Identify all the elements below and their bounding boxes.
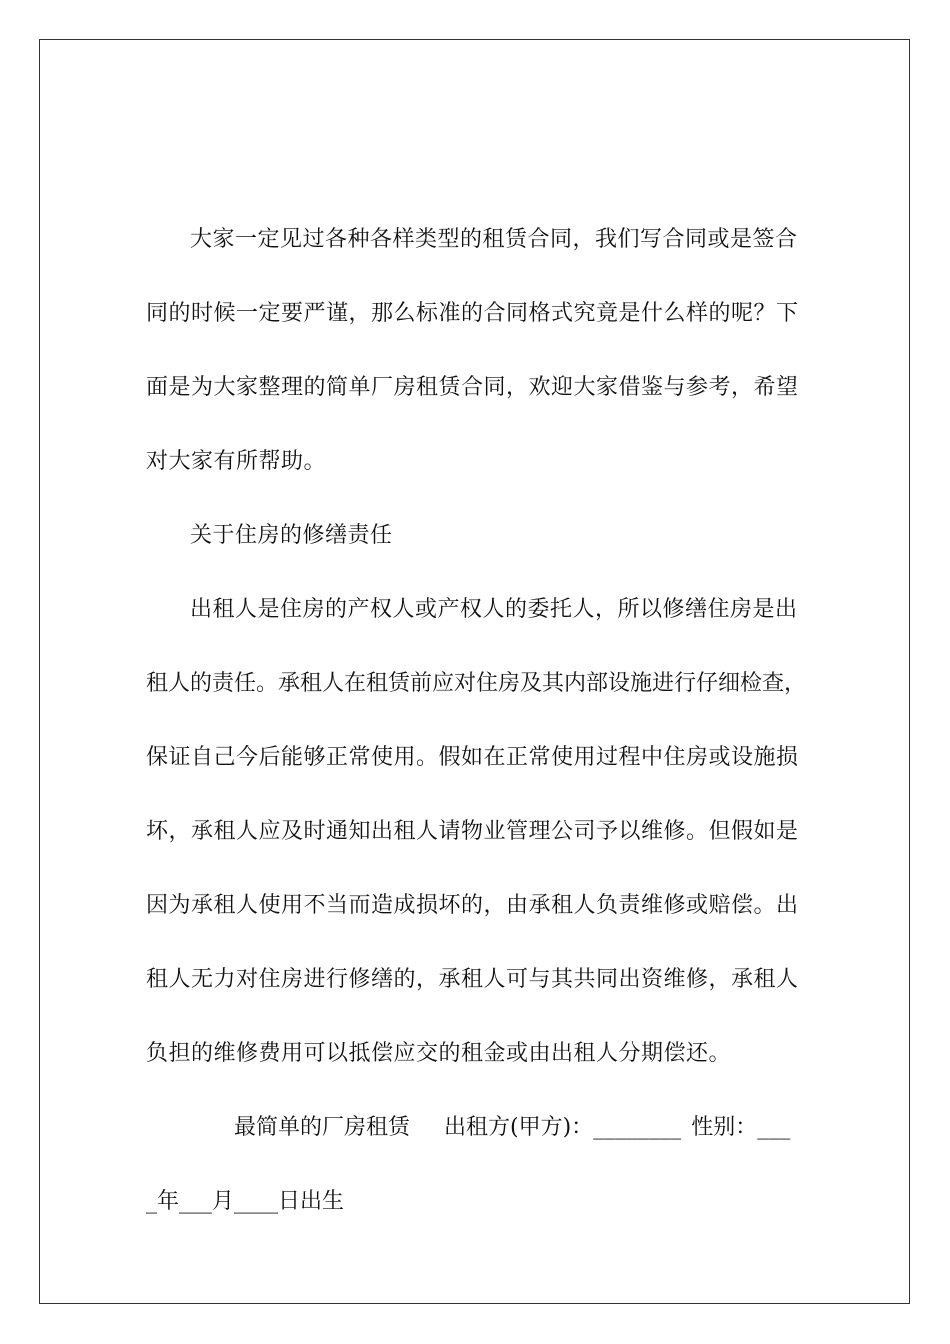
birth-date-field: _年___月____日出生 bbox=[146, 1189, 345, 1214]
body-line: 出租人是住房的产权人或产权人的委托人，所以修缮住房是出 bbox=[190, 597, 798, 622]
body-line: 因为承租人使用不当而造成损坏的，由承租人负责维修或赔偿。出 bbox=[146, 893, 799, 918]
intro-line: 大家一定见过各种各样类型的租赁合同，我们写合同或是签合 bbox=[190, 227, 798, 252]
document-body bbox=[146, 203, 807, 1239]
form-header-line bbox=[146, 1091, 802, 1165]
intro-line: 面是为大家整理的简单厂房租赁合同，欢迎大家借鉴与参考，希望 bbox=[146, 375, 799, 400]
body-line: 租人无力对住房进行修缮的，承租人可与其共同出资维修，承租人 bbox=[146, 967, 799, 992]
gender-field: 性别：___ bbox=[691, 1115, 791, 1140]
body-line: 坏，承租人应及时通知出租人请物业管理公司予以维修。但假如是 bbox=[146, 819, 799, 844]
intro-line: 对大家有所帮助。 bbox=[146, 449, 327, 474]
section-heading: 关于住房的修缮责任 bbox=[190, 523, 393, 548]
body-line: 租人的责任。承租人在租赁前应对住房及其内部设施进行仔细检查， bbox=[146, 671, 807, 696]
body-paragraph bbox=[146, 573, 807, 1091]
form-title: 最简单的厂房租赁 bbox=[234, 1115, 411, 1140]
body-line: 负担的维修费用可以抵偿应交的租金或由出租人分期偿还。 bbox=[146, 1041, 732, 1066]
lessor-field: 出租方(甲方)：________ bbox=[444, 1115, 682, 1140]
birth-date-line bbox=[146, 1165, 802, 1239]
intro-line: 同的时候一定要严谨，那么标准的合同格式究竟是什么样的呢？下 bbox=[146, 301, 799, 326]
intro-paragraph bbox=[146, 203, 802, 499]
body-line: 保证自己今后能够正常使用。假如在正常使用过程中住房或设施损 bbox=[146, 745, 799, 770]
